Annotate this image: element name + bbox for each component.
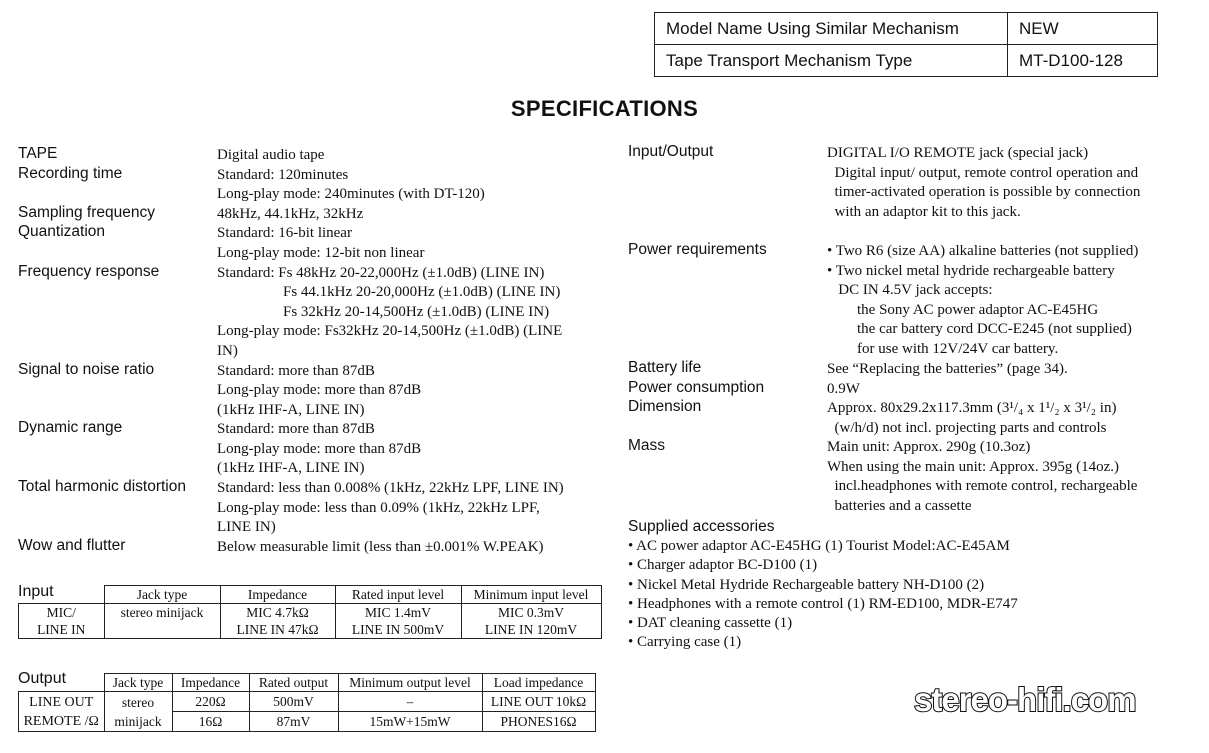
table-header: Impedance	[172, 674, 249, 692]
table-cell: 15mW+15mW	[338, 712, 482, 732]
spec-label: Mass	[628, 437, 666, 455]
table-cell	[220, 604, 335, 639]
spec-value-line: Long-play mode: 12-bit non linear	[217, 244, 425, 261]
spec-value-line: 48kHz, 44.1kHz, 32kHz	[217, 205, 364, 222]
spec-value-line: (1kHz IHF-A, LINE IN)	[217, 401, 365, 418]
cell-line: LINE IN 47kΩ	[236, 622, 319, 637]
spec-value	[217, 224, 424, 263]
spec-value-line: LINE IN)	[217, 519, 276, 536]
mechanism-value: MT-D100-128	[1008, 45, 1158, 77]
table-cell: –	[338, 692, 482, 712]
mechanism-key: Model Name Using Similar Mechanism	[655, 13, 1008, 45]
spec-value-line: Standard: 16-bit linear	[217, 225, 352, 242]
spec-value-line: Digital input/ output, remote control operation and	[827, 164, 1139, 181]
spec-value-line: DIGITAL I/O REMOTE jack (special jack)	[827, 145, 1089, 161]
output-table-header-row	[19, 674, 596, 692]
blank-cell	[19, 586, 105, 604]
spec-value-line: Standard: more than 87dB	[217, 362, 375, 379]
table-cell: PHONES16Ω	[482, 712, 595, 732]
spec-label: TAPE	[18, 145, 58, 162]
spec-value-line: Long-play mode: 240minutes (with DT-120)	[217, 186, 485, 203]
spec-value-line: Fs 32kHz 20-14,500Hz (±1.0dB) (LINE IN)	[283, 303, 550, 320]
table-cell: 500mV	[249, 692, 338, 712]
spec-value-line: When using the main unit: Approx. 395g (14oz.)	[827, 458, 1120, 475]
spec-value	[217, 420, 421, 479]
spec-value-line: Long-play mode: more than 87dB	[217, 382, 422, 399]
blank-cell	[19, 674, 105, 692]
table-cell	[19, 604, 105, 639]
cell-line: LINE OUT	[29, 694, 94, 710]
spec-value	[827, 380, 860, 400]
table-header: Jack type	[104, 586, 220, 604]
cell-line: REMOTE /Ω	[23, 713, 99, 729]
mechanism-table	[654, 12, 1158, 77]
spec-label: Input/Output	[628, 143, 714, 160]
spec-value	[217, 538, 544, 558]
spec-label: Signal to noise ratio	[18, 360, 155, 378]
list-item: • Headphones with a remote control (1) RM-ED100, MDR-E747	[628, 595, 1018, 612]
spec-value-line: See “Replacing the batteries” (page 34).	[827, 361, 1068, 377]
list-item: • DAT cleaning cassette (1)	[628, 615, 793, 632]
table-cell	[104, 692, 172, 732]
spec-label: Wow and flutter	[18, 537, 126, 554]
spec-value-line: Long-play mode: Fs32kHz 20-14,500Hz (±1.0dB) (LINE	[217, 323, 563, 340]
input-table-label: Input	[18, 583, 54, 600]
table-header: Rated input level	[335, 586, 461, 604]
spec-label: Battery life	[628, 359, 702, 376]
table-header: Minimum output level	[338, 674, 482, 692]
spec-value-line: Standard: 120minutes	[217, 166, 349, 183]
page-title: SPECIFICATIONS	[510, 96, 699, 121]
spec-value-line: 0.9W	[827, 380, 860, 397]
input-table-header-row	[19, 586, 602, 604]
cell-line: LINE IN	[37, 622, 86, 637]
spec-label: Power requirements	[628, 241, 767, 259]
spec-label: Total harmonic distortion	[18, 478, 186, 496]
table-cell	[19, 692, 105, 732]
table-header: Minimum input level	[461, 586, 601, 604]
table-header: Load impedance	[482, 674, 595, 692]
accessories-list	[628, 537, 1018, 653]
spec-value-line: • Two R6 (size AA) alkaline batteries (not supplied)	[827, 243, 1139, 260]
table-row	[19, 604, 602, 639]
spec-value-line: timer-activated operation is possible by connection	[827, 184, 1141, 200]
spec-label: Dimension	[628, 398, 702, 416]
list-item: • Nickel Metal Hydride Rechargeable battery NH-D100 (2)	[628, 576, 985, 593]
spec-value-line: Long-play mode: more than 87dB	[217, 440, 422, 457]
cell-line: MIC 1.4mV	[364, 605, 431, 620]
spec-value-line: Approx. 80x29.2x117.3mm (3¹/₄ x 1¹/₂ x 3¹/₂ in)	[827, 400, 1117, 417]
spec-value-line: DC IN 4.5V jack accepts:	[827, 282, 993, 299]
spec-value-line: Long-play mode: less than 0.09% (1kHz, 22kHz LPF,	[217, 499, 540, 516]
table-cell: 220Ω	[172, 692, 249, 712]
table-header: Jack type	[104, 674, 172, 692]
table-header: Impedance	[220, 586, 335, 604]
accessories-section	[628, 518, 1018, 653]
spec-value-line: • Two nickel metal hydride rechargeable battery	[827, 262, 1115, 279]
cell-line: LINE IN 500mV	[351, 622, 445, 637]
spec-value-line: batteries and a cassette	[827, 497, 972, 514]
spec-value-line: incl.headphones with remote control, rechargeable	[827, 478, 1138, 495]
mechanism-row	[655, 13, 1158, 45]
spec-value-line: (w/h/d) not incl. projecting parts and controls	[827, 419, 1107, 436]
spec-value	[217, 479, 564, 538]
input-table	[18, 585, 602, 639]
spec-value	[827, 438, 1137, 516]
spec-value-line: Standard: more than 87dB	[217, 421, 375, 438]
spec-label: Recording time	[18, 164, 123, 182]
spec-value	[827, 144, 1140, 222]
cell-line: stereo	[121, 694, 155, 710]
spec-value-line: for use with 12V/24V car battery.	[827, 340, 1059, 357]
spec-label: Dynamic range	[18, 419, 123, 437]
table-cell	[335, 604, 461, 639]
spec-value-line: Below measurable limit (less than ±0.001% W.PEAK)	[217, 539, 544, 555]
table-cell: LINE OUT 10kΩ	[482, 692, 595, 712]
mechanism-value: NEW	[1008, 13, 1158, 45]
spec-value-line: (1kHz IHF-A, LINE IN)	[217, 460, 365, 477]
table-cell: 16Ω	[172, 712, 249, 732]
spec-label: Frequency response	[18, 262, 160, 280]
cell-line: minijack	[114, 713, 162, 729]
cell-line: MIC 4.7kΩ	[246, 605, 309, 620]
watermark-logo: stereo-hifi.com	[914, 681, 1136, 718]
spec-value-line: with an adaptor kit to this jack.	[827, 203, 1021, 220]
cell-line: LINE IN 120mV	[484, 622, 578, 637]
output-table	[18, 673, 596, 732]
spec-value	[217, 264, 562, 362]
spec-value-line: Main unit: Approx. 290g (10.3oz)	[827, 439, 1031, 456]
list-item: • Charger adaptor BC-D100 (1)	[628, 557, 818, 574]
spec-value-line: the Sony AC power adaptor AC-E45HG	[827, 301, 1099, 318]
spec-value-line: Standard: less than 0.008% (1kHz, 22kHz LPF, LINE IN)	[217, 480, 564, 497]
spec-label: Quantization	[18, 223, 106, 241]
spec-label: Sampling frequency	[18, 203, 155, 221]
mechanism-key: Tape Transport Mechanism Type	[655, 45, 1008, 77]
mechanism-row	[655, 45, 1158, 77]
spec-value-line: Fs 44.1kHz 20-20,000Hz (±1.0dB) (LINE IN)	[283, 284, 561, 301]
spec-value-line: the car battery cord DCC-E245 (not supplied)	[827, 321, 1132, 338]
spec-value	[827, 360, 1068, 380]
accessories-heading: Supplied accessories	[628, 518, 775, 535]
spec-value	[217, 146, 324, 166]
table-cell: 87mV	[249, 712, 338, 732]
cell-line: MIC/	[46, 605, 76, 620]
cell-line: MIC 0.3mV	[497, 605, 564, 620]
list-item: • Carrying case (1)	[628, 634, 742, 651]
spec-value-line: IN)	[217, 342, 238, 359]
spec-value-line: Standard: Fs 48kHz 20-22,000Hz (±1.0dB) (LINE IN)	[217, 264, 545, 281]
spec-value	[217, 205, 363, 225]
table-cell	[461, 604, 601, 639]
spec-value	[827, 399, 1116, 438]
spec-label: Power consumption	[628, 378, 765, 396]
spec-value-line: Digital audio tape	[217, 147, 325, 163]
spec-value	[217, 362, 421, 421]
table-row	[19, 692, 596, 712]
table-cell: stereo minijack	[104, 604, 220, 639]
list-item: • AC power adaptor AC-E45HG (1) Tourist Model:AC-E45AM	[628, 538, 1010, 554]
spec-value	[217, 166, 485, 205]
table-header: Rated output	[249, 674, 338, 692]
output-table-label: Output	[18, 670, 67, 687]
spec-value	[827, 242, 1138, 359]
